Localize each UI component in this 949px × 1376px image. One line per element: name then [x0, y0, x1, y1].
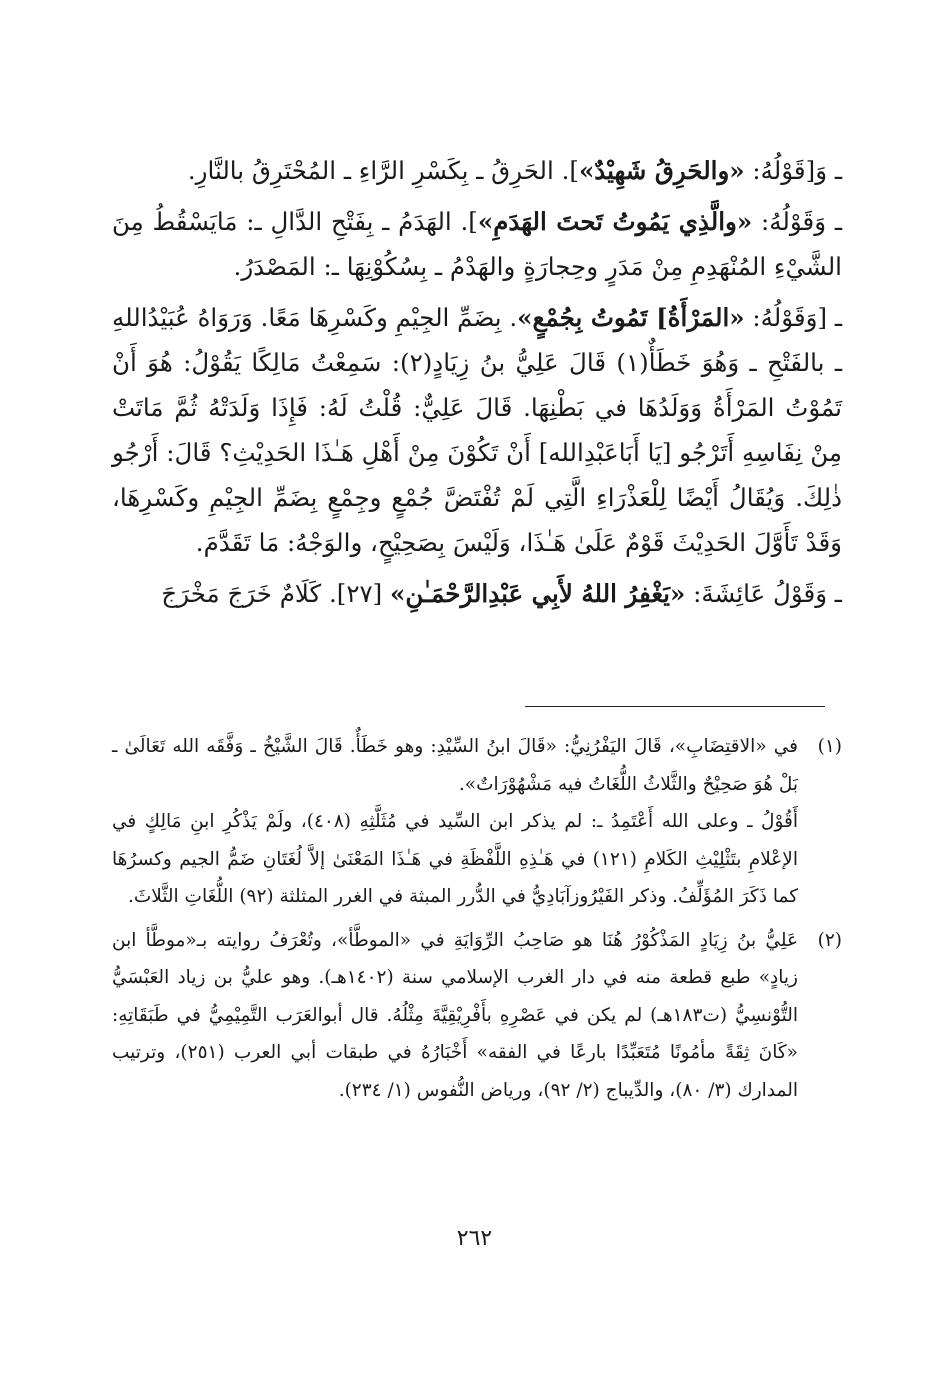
- paragraph-4-text: [٢٧]. كَلَامٌ خَرَجَ مَخْرَجَ: [161, 579, 390, 608]
- paragraph-2-quote: «والَّذِي يَمُوتُ تَحتَ الهَدَمِ»: [477, 207, 753, 236]
- paragraph-3-prefix: ـ [وَقَوْلُهُ:: [744, 303, 842, 332]
- footnotes: [112, 728, 842, 1109]
- paragraph-2-prefix: ـ وَقَوْلُهُ:: [752, 207, 842, 236]
- footnote-paragraph: عَلِيُّ بنُ زِيَادٍ المَذْكُوْرُ هُنَا هو صَاحِبُ الرِّوَايَةِ في «الموطَّأ»، وتُعْرَفُ روايته بـ«موطَّأ ابن زيادٍ» طبع قطعة منه في دار الغرب الإسلامي سنة (١٤٠٢هـ). وهو عليُّ بن زياد العَبْسَيُّ التُّوْنسِيُّ (ت١٨٣هـ) لم يكن في عَصْرِهِ بأَفْرِيْقِيَّةَ مِثْلُهُ. قال أبوالعَرَب التَّمِيْمِيُّ في طَبَقَاتِهِ: «كَانَ ثِقَةً مأمُونًا مُتَعَبِّدًا بارعًا في الفقه» أَخْبَارُهُ في طبقات أبي العرب (٢٥١)، وترتيب المدارك (٣/ ٨٠)، والدِّيباج (٢/ ٩٢)، ورياض النُّفوس (١/ ٢٣٤).: [112, 929, 798, 1101]
- paragraph-2: [112, 199, 842, 289]
- footnote-number: (٢): [817, 929, 842, 951]
- paragraph-1: [112, 148, 842, 193]
- paragraph-4-quote: «يَغْفِرُ اللهُ لأَبِي عَبْدِالرَّحْمَـٰنِ»: [390, 579, 686, 608]
- footnote-1: [112, 728, 842, 916]
- paragraph-2-text: ]. الهَدَمُ ـ بِفَتْحِ الدَّالِ ـ: مَايَسْقُطُ مِنَ الشَّيْءِ المُنْهَدِمِ مِنْ مَدَرٍ وحِجارَةٍ والهَدْمُ ـ بِسُكُوْنِهَا ـ: المَصْدَرُ.: [112, 207, 842, 281]
- paragraph-4: [112, 571, 842, 616]
- footnote-2: [112, 922, 842, 1110]
- footnote-paragraph: في «الاقتِضَابِ»، قَالَ اليَفْرُنِيُّ: «قَالَ ابنُ السِّيْدِ: وهو خَطَأٌ. قَالَ الشَّيْخُ ـ وَفَّقَه الله تَعَالَىٰ ـ بَلْ هُوَ صَحِيْحٌ والثَّلاثُ اللُّغَاتُ فيه مَشْهُوْرَاتٌ».: [112, 736, 798, 795]
- footnote-body: [112, 922, 798, 1110]
- footnote-body: [112, 728, 798, 916]
- footnote-divider: [525, 706, 825, 707]
- paragraph-1-text: ]. الحَرِقُ ـ بِكَسْرِ الرَّاءِ ـ المُحْتَرِقُ بالنَّارِ.: [187, 156, 579, 185]
- page-number: ٢٦٢: [456, 1226, 493, 1251]
- paragraph-4-prefix: ـ وَقَوْلُ عَائِشَةَ:: [685, 579, 842, 608]
- paragraph-3-text: . بِضَمِّ الجِيْمِ وكَسْرِهَا مَعًا. وَرَوَاهُ عُبَيْدُاللهِ ـ بالفَتْحِ ـ وَهُوَ خَطَأٌ(١) قَالَ عَلِيُّ بنُ زِيَادٍ(٢): سَمِعْتُ مَالِكًا يَقُوْلُ: هُوَ أَنْ تَمُوْتُ المَرْأَةُ وَوَلَدُهَا في بَطْنِهَا. قَالَ عَلِيٌّ: قُلْتُ لَهُ: فَإِذَا وَلَدَتْهُ ثُمَّ مَاتَتْ مِنْ نِفَاسِهِ أَتَرْجُو [يَا أَبَاعَبْدِالله] أَنْ تَكُوْنَ مِنْ أَهْلِ هَـٰذَا الحَدِيْثِ؟ قَالَ: أَرْجُو ذٰلِكَ. وَيُقَالُ أَيْضًا لِلْعَذْرَاءِ الَّتِي لَمْ تُفْتَضَّ جُمْعٍ وجِمْعٍ بِضَمِّ الجِيْمِ وكَسْرِهَا، وَقَدْ تَأَوَّلَ الحَدِيْثَ قَوْمٌ عَلَىٰ هَـٰذَا، وَلَيْسَ بِصَحِيْحٍ، والوَجْهُ: مَا تَقَدَّمَ.: [112, 303, 842, 557]
- paragraph-1-prefix: ـ وَ[قَوْلُهُ:: [744, 156, 842, 185]
- paragraph-3: [112, 295, 842, 565]
- footnote-paragraph: أَقُوْلُ ـ وعلى الله أَعْتَمِدُ ـ: لم يذكر ابن السِّيد في مُثَلَّثِهِ (٤٠٨)، ولَمْ يَذْكُرِ ابنِ مَالِكٍ في الإعْلامِ بتَثْلِيْثِ الكَلامِ (١٢١) في هَـٰذِهِ اللَّفْظَةِ في هَـٰذَا المَعْنَىٰ إلاَّ لُغَتَانِ ضَمُّ الجيم وكسرُهَا كما ذَكَرَ المُؤَلِّفُ. وذكر الفَيْرُوزآبَادِيُّ في الدُّرر المبثة في الغرر المثلثة (٩٢) اللُّغَاتِ الثَّلاثَ.: [112, 811, 798, 907]
- main-text: [112, 148, 842, 616]
- paragraph-1-quote: «والحَرِقُ شَهِيْدٌ»: [578, 156, 745, 185]
- paragraph-3-quote: «المَرْأَةُ] تَمُوتُ بِجُمْعٍ»: [517, 303, 745, 332]
- footnote-number: (١): [817, 736, 842, 757]
